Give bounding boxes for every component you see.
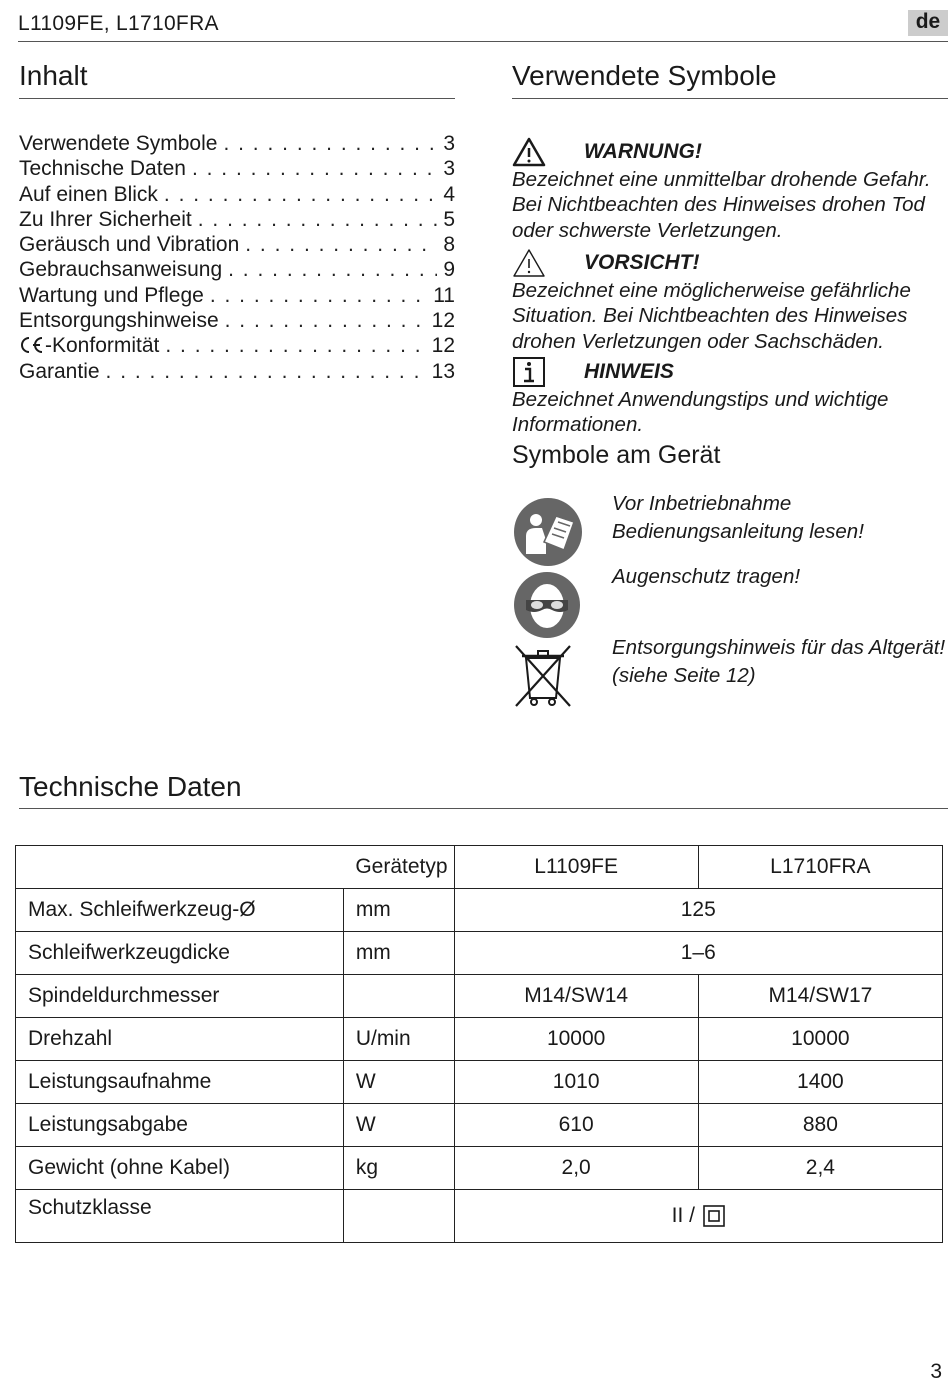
caution-triangle-icon [512,248,546,278]
crossed-bin-icon [512,642,574,708]
warning-label: WARNUNG! [584,140,702,163]
manual-symbol-row [512,488,948,568]
warning-triangle-icon [512,137,546,167]
toc-item[interactable]: Auf einen Blick . . . 4 [19,182,455,207]
goggles-symbol-text: Augenschutz tragen! [612,565,801,588]
tech-title: Technische Daten [19,771,242,802]
symbols-title: Verwendete Symbole [512,60,777,91]
table-row: Spindeldurchmesser M14/SW14 M14/SW17 [16,975,943,1018]
page-number: 3 [930,1360,942,1383]
toc-rule [19,98,455,99]
device-type-header: Gerätetyp [343,846,454,889]
symbols-rule [512,98,948,99]
goggles-symbol-row [512,565,948,638]
table-row: Schutzklasse II / [16,1190,943,1243]
warning-text: Bezeichnet eine unmittelbar drohende Gefahr. Bei Nichtbeachten des Hinweises drohen Tod oder schwerste Verletzungen. [512,168,931,242]
toc-title: Inhalt [19,60,88,91]
warning-notice [512,137,948,243]
table-row: Max. Schleifwerkzeug-Ø mm 125 [16,889,943,932]
info-icon [512,357,546,387]
protection-class-cell: II / [454,1190,942,1243]
model-1-header: L1109FE [454,846,698,889]
model-2-header: L1710FRA [698,846,942,889]
tech-rule [19,808,948,809]
note-label: HINWEIS [584,360,674,383]
toc-item[interactable]: Zu Ihrer Sicherheit . . . 5 [19,207,455,232]
toc-item[interactable]: Entsorgungshinweise . . . 12 [19,308,455,333]
toc-item[interactable]: -Konformität . . . 12 [19,333,455,358]
disposal-symbol-row [512,636,948,726]
language-badge: de [908,10,948,36]
model-title: L1109FE, L1710FRA [18,12,219,35]
toc-item[interactable]: Geräusch und Vibration . . . 8 [19,232,455,257]
table-row: Leistungsaufnahme W 1010 1400 [16,1061,943,1104]
toc-item[interactable]: Verwendete Symbole . . . 3 [19,131,455,156]
tech-data-table [15,845,943,1243]
toc-item[interactable]: Technische Daten . . . 3 [19,156,455,181]
ce-mark-icon [19,336,45,354]
caution-text: Bezeichnet eine möglicherweise gefährliche Situation. Bei Nichtbeachten des Hinweises drohen Verletzungen oder Sachschäden. [512,279,911,353]
table-of-contents [19,131,455,384]
table-header-row [16,846,943,889]
eye-protection-icon [512,570,582,640]
table-row: Leistungsabgabe W 610 880 [16,1104,943,1147]
manual-symbol-text: Vor Inbetriebnahme Bedienungsanleitung lesen! [612,492,864,543]
read-manual-icon [512,496,584,568]
caution-label: VORSICHT! [584,251,700,274]
table-row: Drehzahl U/min 10000 10000 [16,1018,943,1061]
page-header [18,10,948,42]
note-text: Bezeichnet Anwendungstips und wichtige Informationen. [512,388,889,437]
caution-notice [512,248,948,354]
toc-item[interactable]: Wartung und Pflege . . . 11 [19,283,455,308]
device-symbols-title: Symbole am Gerät [512,441,721,469]
toc-item[interactable]: Garantie . . . 13 [19,359,455,384]
disposal-symbol-text: Entsorgungshinweis für das Altgerät! (siehe Seite 12) [612,636,946,687]
double-insulation-icon [703,1205,725,1227]
toc-item[interactable]: Gebrauchsanweisung . . . 9 [19,257,455,282]
table-row: Schleifwerkzeugdicke mm 1–6 [16,932,943,975]
note-notice [512,357,948,438]
table-row: Gewicht (ohne Kabel) kg 2,0 2,4 [16,1147,943,1190]
